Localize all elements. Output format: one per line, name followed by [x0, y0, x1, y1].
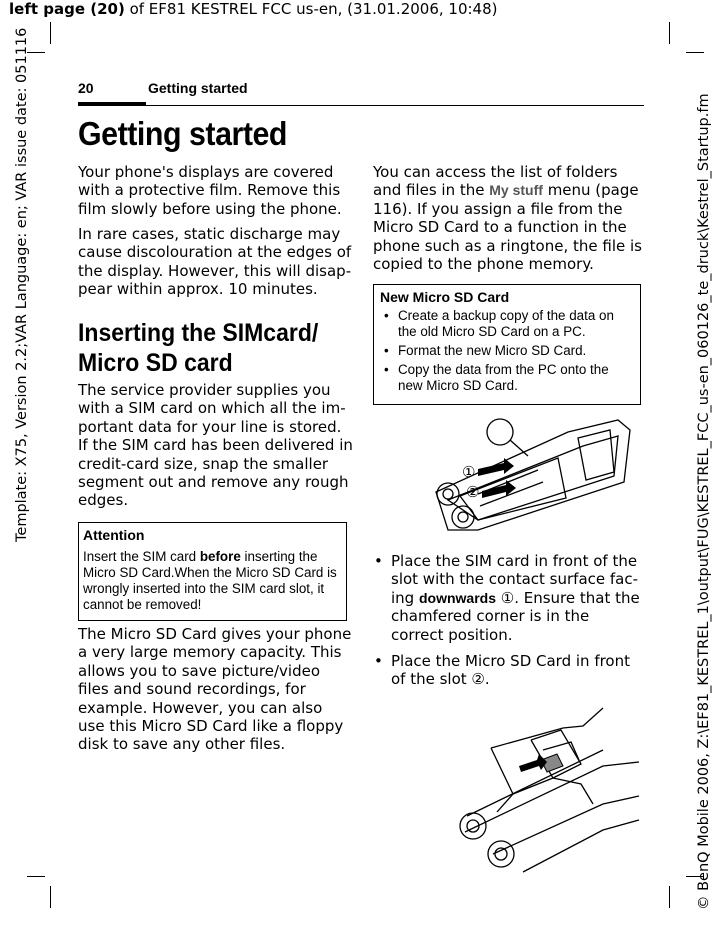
bullet-sim-post: ①. Ensure that the chamfered corner is in the correct position. — [391, 588, 640, 644]
paragraph-mystuff — [373, 163, 643, 273]
attention-text-pre: Insert the SIM card — [83, 549, 200, 564]
microsd-figure — [453, 704, 643, 884]
crop-mark — [50, 886, 51, 908]
list-item — [373, 652, 643, 692]
print-slug-rest: of EF81 KESTREL FCC us-en, (31.01.2006, 10:48) — [124, 0, 498, 18]
phone-edge-top — [465, 762, 639, 832]
print-slug-bold: left page (20) — [9, 0, 125, 18]
attention-text-post: inserting the Micro SD Card.When the Micro SD Card is wrongly inserted into the SIM card slot, it cannot be removed! — [83, 549, 337, 612]
list-item: • Create a backup copy of the data on the old Micro SD Card on a PC. — [380, 308, 634, 340]
copyright-path — [696, 93, 716, 910]
menu-name: My stuff — [489, 182, 543, 199]
arrow-insert — [519, 754, 547, 772]
page-title: Getting started — [78, 115, 288, 152]
paragraph-mystuff-pre: You can access the list of folders and files in the — [373, 163, 618, 200]
template-info-text: Template: X75, Version 2.2;VAR Language: en; VAR issue date: 051116 — [14, 27, 30, 542]
bullet-microsd-text: Place the Micro SD Card in front of the slot ②. — [391, 652, 630, 689]
list-item — [373, 552, 643, 647]
attention-text — [83, 549, 342, 613]
corner-callout — [487, 419, 513, 445]
page-number: 20 — [78, 80, 94, 96]
copyright-path-text: © BenQ Mobile 2006, Z:\EF81_KESTREL_1\output\FUG\KESTREL_FCC_us-en_060126_te_druck\Kestrel_Startup.fm — [696, 93, 712, 910]
attention-title: Attention — [83, 527, 145, 543]
bullet-sim-pre: Place the SIM card in front of the slot with the contact surface fac-ing — [391, 552, 639, 607]
bullet-sim-bold: downwards — [418, 589, 496, 606]
print-slug — [9, 0, 498, 18]
crop-mark — [669, 22, 670, 44]
open-cover — [491, 708, 603, 748]
bullet-icon: • — [374, 652, 383, 670]
list-item: • Copy the data from the PC onto the new Micro SD Card. — [380, 362, 634, 394]
arrow-microsd — [482, 480, 516, 498]
bullet-icon: • — [374, 552, 383, 570]
new-card-list — [380, 308, 634, 394]
new-card-box — [373, 284, 641, 405]
crop-mark — [50, 22, 51, 44]
new-card-title: New Micro SD Card — [380, 289, 510, 305]
crop-mark — [27, 876, 45, 877]
cover-panel — [578, 430, 614, 480]
paragraph-static: In rare cases, static discharge may cause discolouration at the edges of the display. However, this will disap-pear within approx. 10 minutes. — [78, 225, 352, 299]
paragraph-mystuff-post: menu (page 116). If you assign a file from the Micro SD Card to a function in the phone such as a ringtone, the file is copied to the phone memory. — [373, 181, 642, 274]
template-info — [14, 27, 34, 602]
header-rule — [78, 105, 644, 106]
section-heading: Inserting the SIMcard/ Micro SD card — [78, 319, 319, 377]
list-item: • Format the new Micro SD Card. — [380, 343, 634, 359]
bullet-sim-text — [391, 552, 646, 644]
hinge-left — [460, 813, 486, 839]
crop-mark — [669, 886, 670, 908]
sim-slot-figure — [418, 412, 640, 538]
paragraph-film: Your phone's displays are covered with a protective film. Remove this film slowly before using the phone. — [78, 163, 342, 218]
attention-box — [78, 522, 347, 621]
running-head-section: Getting started — [148, 80, 248, 96]
figure-label-2: ② — [466, 483, 480, 501]
paragraph-sim: The service provider supplies you with a SIM card on which all the im-portant data for your line is stored. If the SIM card has been delivered in credit-card size, snap the smaller segment out and remove any rough edges. — [78, 381, 353, 510]
crop-mark — [686, 52, 704, 53]
paragraph-microsd: The Micro SD Card gives your phone a very large memory capacity. This allows you to save picture/video files and sound recordings, for example. However, you can also use this Micro SD Card like a floppy disk to save any other files. — [78, 625, 352, 754]
attention-text-bold: before — [199, 549, 241, 564]
arrow-sim — [478, 458, 514, 476]
figure-label-1: ① — [462, 463, 476, 481]
hinge-right — [488, 841, 514, 867]
